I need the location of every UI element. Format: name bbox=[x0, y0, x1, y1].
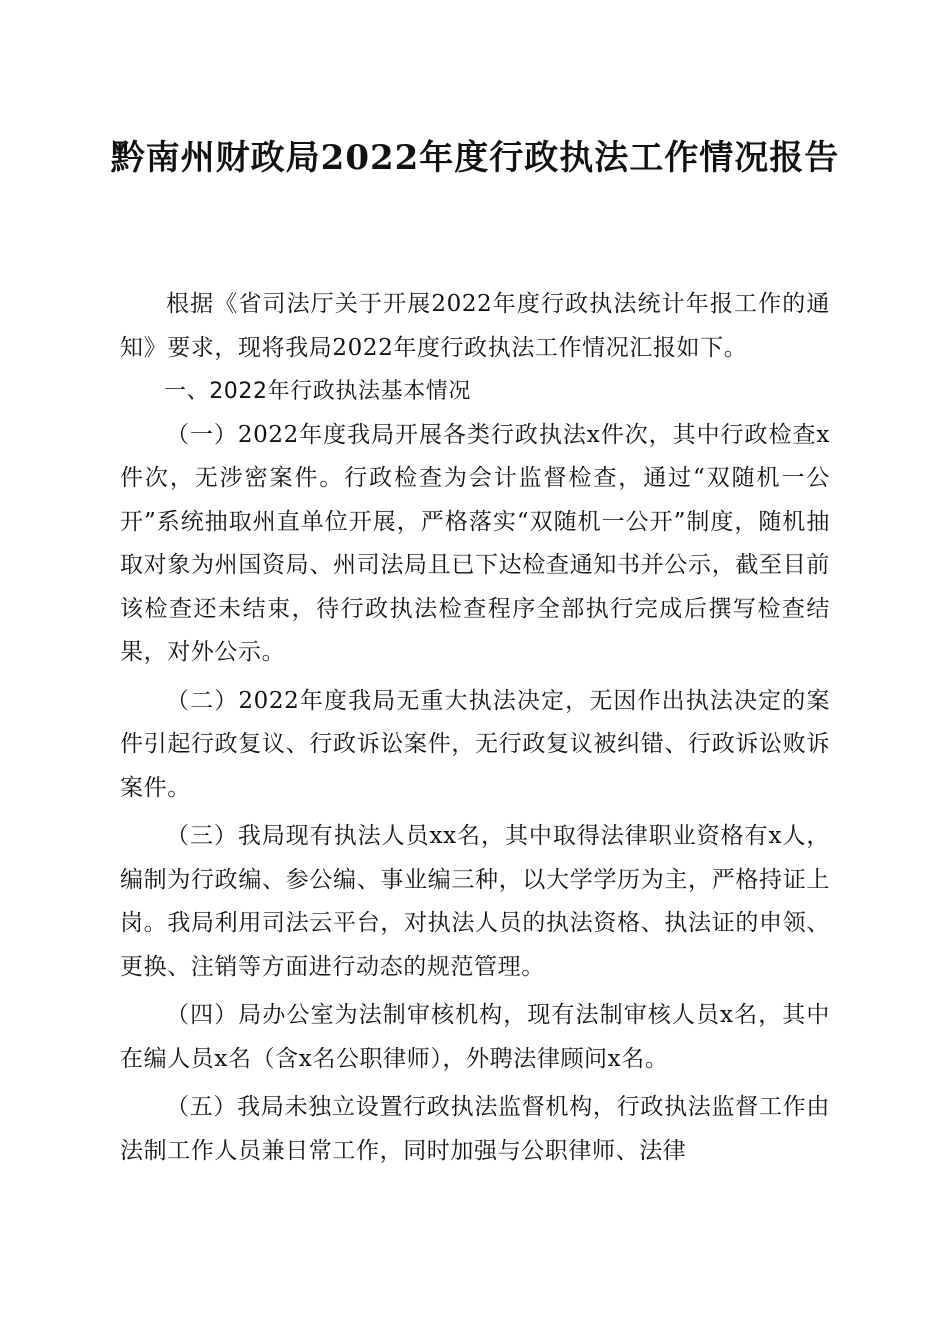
paragraph-2: （二）2022年度我局无重大执法决定，无因作出执法决定的案件引起行政复议、行政诉讼案件，无行政复议被纠错、行政诉讼败诉案件。 bbox=[120, 687, 830, 801]
intro-paragraph: 根据《省司法厅关于开展2022年度行政执法统计年报工作的通知》要求，现将我局2022年度行政执法工作情况汇报如下。 bbox=[120, 291, 830, 361]
section-heading: 一、2022年行政执法基本情况 bbox=[164, 379, 471, 404]
paragraph-5: （五）我局未独立设置行政执法监督机构，行政执法监督工作由法制工作人员兼日常工作，同时加强与公职律师、法律 bbox=[120, 1094, 830, 1164]
paragraph-1: （一）2022年度我局开展各类行政执法x件次，其中行政检查x件次，无涉密案件。行政检查为会计监督检查，通过“双随机一公开”系统抽取州直单位开展，严格落实“双随机一公开”制度，随机抽取对象为州国资局、州司法局且已下达检查通知书并公示，截至目前该检查还未结束，待行政执法检查程序全部执行完成后撰写检查结果，对外公示。 bbox=[120, 421, 830, 665]
document-title: 黔南州财政局2022年度行政执法工作情况报告 bbox=[110, 138, 840, 178]
paragraph-4: （四）局办公室为法制审核机构，现有法制审核人员x名，其中在编人员x名（含x名公职律师），外聘法律顾问x名。 bbox=[120, 1002, 830, 1072]
document-body bbox=[120, 283, 830, 1173]
paragraph-3: （三）我局现有执法人员xx名，其中取得法律职业资格有x人，编制为行政编、参公编、事业编三种，以大学学历为主，严格持证上岗。我局利用司法云平台，对执法人员的执法资格、执法证的申领、更换、注销等方面进行动态的规范管理。 bbox=[120, 823, 830, 980]
